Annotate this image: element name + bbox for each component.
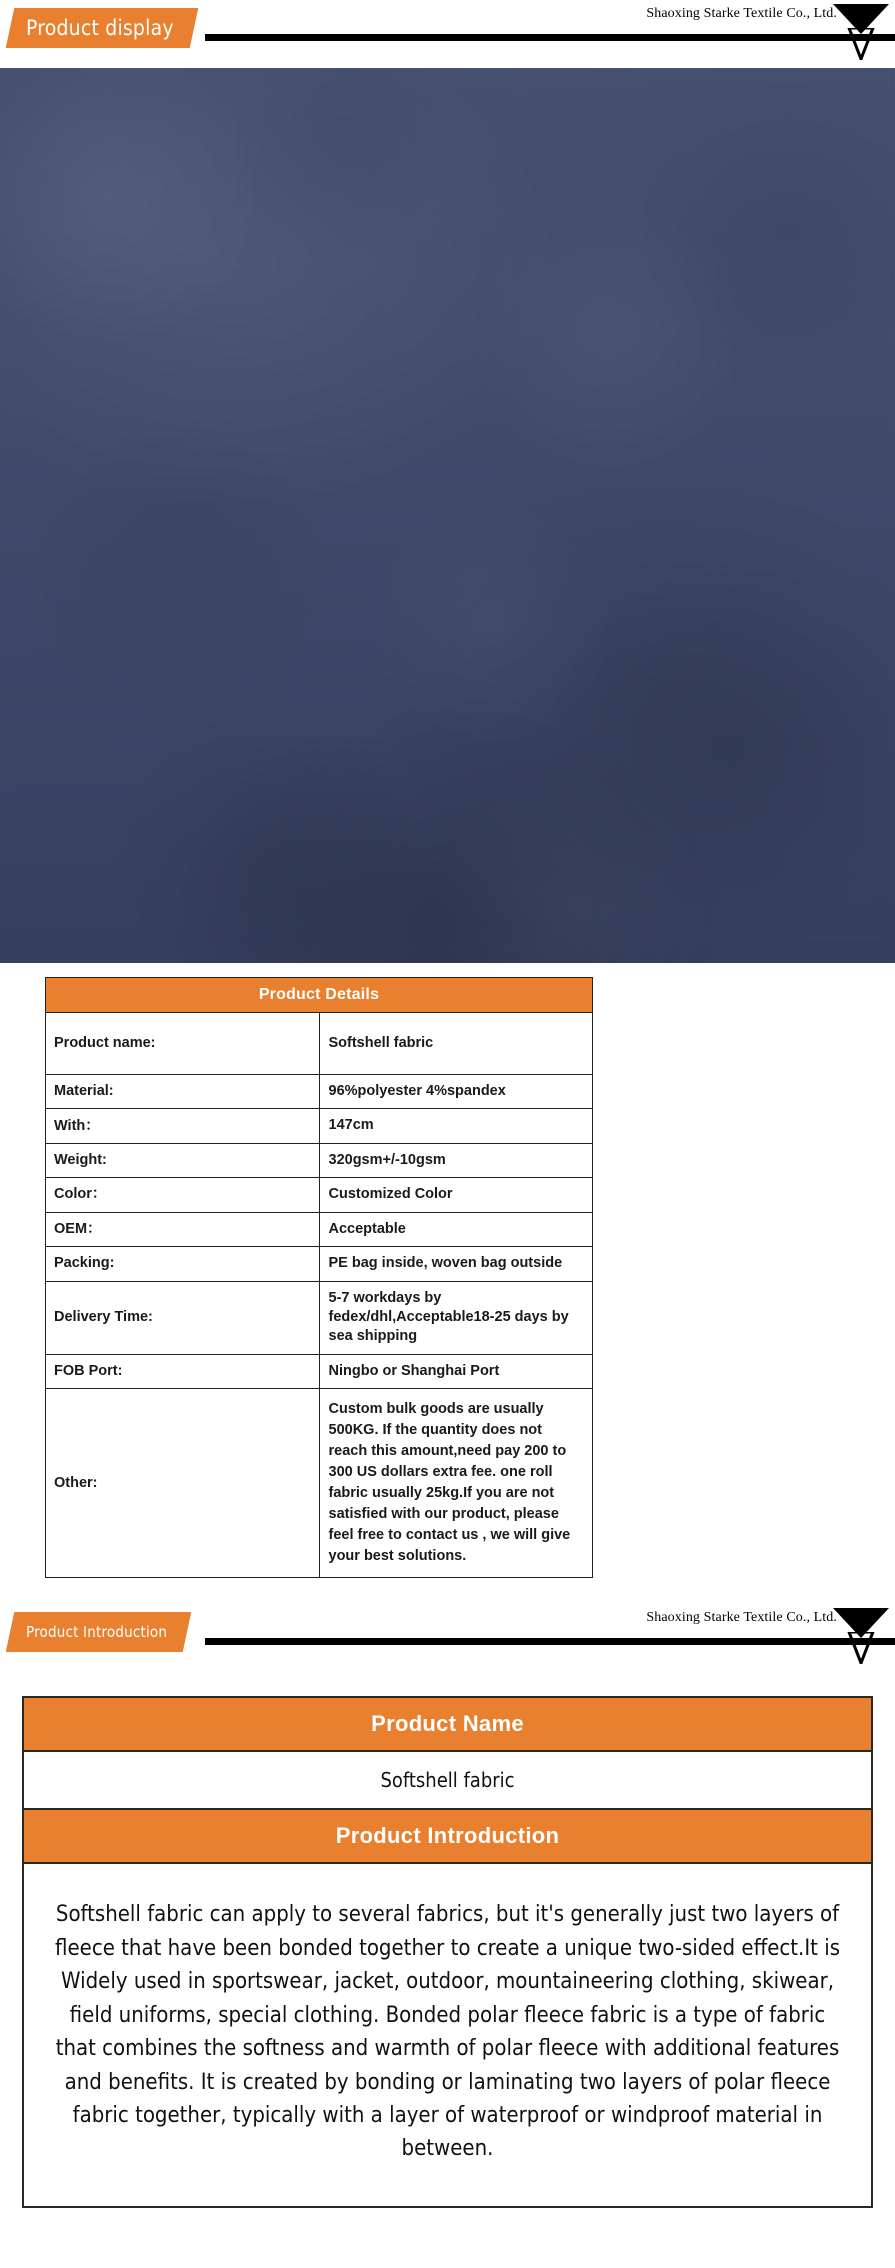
table-row <box>46 1354 593 1388</box>
product-hero-image <box>0 68 895 963</box>
row-value: Customized Color <box>319 1178 593 1212</box>
row-key: OEM： <box>46 1212 320 1246</box>
banner-rule <box>205 1638 895 1645</box>
product-introduction-card <box>22 1696 873 2208</box>
product-display-tag <box>6 8 198 48</box>
product-introduction-text: Softshell fabric can apply to several fabrics, but it's generally just two layers of fleece that have been bonded together to create a unique two-sided effect.It is Widely used in sportswear, jacket, outdoor, mountaineering clothing, skiwear, field uniforms, special clothing. Bonded polar fleece fabric is a type of fabric that combines the softness and warmth of polar fleece with additional features and benefits. It is created by bonding or laminating two layers of polar fleece fabric together, typically with a layer of waterproof or windproof material in between. <box>24 1862 871 2206</box>
product-introduction-tag-label: Product Introduction <box>26 1623 168 1642</box>
product-name-value: Softshell fabric <box>24 1750 871 1808</box>
company-name-display: Shaoxing Starke Textile Co., Ltd. <box>646 6 837 21</box>
product-display-banner <box>0 0 895 68</box>
row-key: With： <box>46 1109 320 1143</box>
row-key: Material: <box>46 1075 320 1109</box>
table-row <box>46 1281 593 1354</box>
table-header-row <box>46 978 593 1013</box>
row-key: Weight: <box>46 1143 320 1177</box>
product-introduction-section <box>0 1672 895 2208</box>
row-value: PE bag inside, woven bag outside <box>319 1247 593 1281</box>
triangle-outline-icon <box>847 28 875 60</box>
row-key: Delivery Time: <box>46 1281 320 1354</box>
row-key: Color： <box>46 1178 320 1212</box>
fabric-mottle-texture <box>0 68 895 963</box>
table-row <box>46 1247 593 1281</box>
product-introduction-banner <box>0 1604 895 1672</box>
section-spacer <box>0 1578 895 1604</box>
company-name-introduction: Shaoxing Starke Textile Co., Ltd. <box>646 1610 837 1626</box>
product-details-section <box>0 963 895 1578</box>
row-key: FOB Port: <box>46 1354 320 1388</box>
triangle-outline-icon <box>847 1632 875 1664</box>
row-value: 96%polyester 4%spandex <box>319 1075 593 1109</box>
table-row <box>46 1013 593 1075</box>
product-introduction-tag <box>6 1612 192 1652</box>
row-value: 320gsm+/-10gsm <box>319 1143 593 1177</box>
product-details-header: Product Details <box>46 978 593 1013</box>
product-name-header: Product Name <box>24 1698 871 1750</box>
table-row <box>46 1075 593 1109</box>
row-value: 147cm <box>319 1109 593 1143</box>
table-row <box>46 1109 593 1143</box>
row-value: 5-7 workdays by fedex/dhl,Acceptable18-25 days by sea shipping <box>319 1281 593 1354</box>
table-row <box>46 1178 593 1212</box>
row-value: Softshell fabric <box>319 1013 593 1075</box>
row-key: Product name: <box>46 1013 320 1075</box>
row-value: Acceptable <box>319 1212 593 1246</box>
table-row <box>46 1389 593 1578</box>
banner-rule <box>205 34 895 41</box>
row-value: Ningbo or Shanghai Port <box>319 1354 593 1388</box>
company-logo-triangle-icon <box>833 4 889 64</box>
company-logo-triangle-icon <box>833 1608 889 1668</box>
table-row <box>46 1212 593 1246</box>
row-key: Packing: <box>46 1247 320 1281</box>
product-details-table <box>45 977 593 1578</box>
row-key: Other: <box>46 1389 320 1578</box>
product-introduction-header: Product Introduction <box>24 1808 871 1862</box>
product-display-tag-label: Product display <box>26 16 174 40</box>
table-row <box>46 1143 593 1177</box>
row-value: Custom bulk goods are usually 500KG. If the quantity does not reach this amount,need pay 200 to 300 US dollars extra fee. one roll fabric usually 25kg.If you are not satisfied with our product, please feel free to contact us , we will give your best solutions. <box>319 1389 593 1578</box>
